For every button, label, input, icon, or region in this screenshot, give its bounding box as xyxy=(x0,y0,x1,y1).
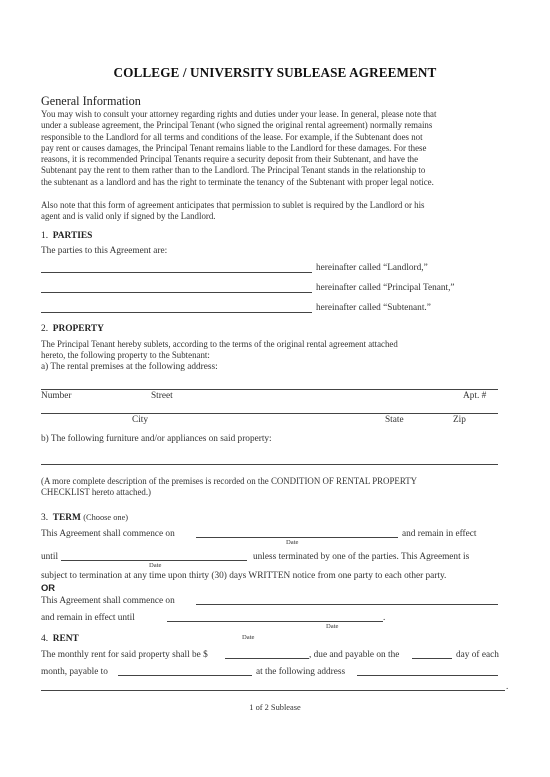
term-remain-text: and remain in effect xyxy=(402,529,477,539)
term-or-text: OR xyxy=(41,582,56,593)
rent-address-field-2[interactable] xyxy=(41,690,505,691)
apt-label: Apt. # xyxy=(463,391,487,401)
section-number: 1. xyxy=(41,231,49,241)
term-unless-text: unless terminated by one of the parties. This Agreement is xyxy=(253,552,470,562)
rent-due-day-field[interactable] xyxy=(412,658,452,659)
choose-one-note: (Choose one) xyxy=(83,513,129,522)
section-number: 3. xyxy=(41,513,49,523)
para-line: CHECKLIST hereto attached.) xyxy=(41,487,152,498)
section-title: PROPERTY xyxy=(52,324,104,334)
rent-period: . xyxy=(506,682,509,692)
street-label: Street xyxy=(151,391,173,401)
section-number: 2. xyxy=(41,324,49,334)
principal-tenant-name-field[interactable] xyxy=(41,292,312,293)
term-commence-text: This Agreement shall commence on xyxy=(41,529,175,539)
para-line: The Principal Tenant hereby sublets, according to the terms of the original rental agreement attached xyxy=(41,339,398,349)
section-title: PARTIES xyxy=(52,231,93,241)
rent-amount-field[interactable] xyxy=(225,658,309,659)
parties-intro: The parties to this Agreement are: xyxy=(41,246,168,256)
term-end-date-field[interactable] xyxy=(61,560,247,561)
para-line: You may wish to consult your attorney regarding rights and duties under your lease. In general, please note that xyxy=(41,109,437,119)
para-line: Subtenant pay the rent to them rather than to the Landlord. The Principal Tenant stands in the relationship to xyxy=(41,165,426,176)
para-line: under a sublease agreement, the Principal Tenant (who signed the original rental agreement) normally remains xyxy=(41,120,433,131)
principal-tenant-label: hereinafter called “Principal Tenant,” xyxy=(316,283,455,293)
para-line: responsible to the Landlord for all terms and conditions of the lease. For example, if the Subtenant does not xyxy=(41,131,423,142)
term-section-heading xyxy=(41,513,128,523)
rent-payable-text: month, payable to xyxy=(41,667,108,677)
number-label: Number xyxy=(41,391,72,401)
date-caption: Date xyxy=(286,539,299,546)
term-period: . xyxy=(383,613,386,623)
para-line: (A more complete description of the premises is recorded on the CONDITION OF RENTAL PROPERTY xyxy=(41,476,418,486)
section-title: RENT xyxy=(52,634,79,644)
rent-address-field[interactable] xyxy=(357,675,498,676)
term-subject-text: subject to termination at any time upon thirty (30) days WRITTEN notice from one party to each other party. xyxy=(41,571,447,581)
rent-amount-text: The monthly rent for said property shall be $ xyxy=(41,650,208,660)
date-caption: Date xyxy=(326,623,339,630)
property-intro xyxy=(41,339,511,362)
term-remain-until-text: and remain in effect until xyxy=(41,613,135,623)
property-checklist-note xyxy=(41,476,511,499)
state-label: State xyxy=(385,415,404,425)
general-paragraph-2 xyxy=(41,200,511,223)
zip-label: Zip xyxy=(453,415,466,425)
page-footer: 1 of 2 Sublease xyxy=(249,703,301,712)
city-state-zip-field[interactable] xyxy=(41,413,498,414)
property-item-b: b) The following furniture and/or appliances on said property: xyxy=(41,434,272,444)
rent-payee-field[interactable] xyxy=(118,675,252,676)
rent-section-heading xyxy=(41,634,79,644)
para-line: agent and is valid only if signed by the Landlord. xyxy=(41,211,216,222)
landlord-label: hereinafter called “Landlord,” xyxy=(316,263,428,273)
property-section-heading xyxy=(41,324,104,334)
rent-day-of-each-text: day of each xyxy=(456,650,499,660)
term-until-text: until xyxy=(41,552,59,562)
property-item-a: a) The rental premises at the following address: xyxy=(41,362,218,372)
term-commence-text-2: This Agreement shall commence on xyxy=(41,596,175,606)
parties-section-heading xyxy=(41,231,92,241)
subtenant-name-field[interactable] xyxy=(41,312,312,313)
date-caption: Date xyxy=(242,634,255,641)
para-line: reasons, it is recommended Principal Tenants require a security deposit from their Subtenant, and have the xyxy=(41,154,419,165)
term-start-date-field[interactable] xyxy=(196,537,398,538)
rent-address-text: at the following address xyxy=(256,667,346,677)
para-line: hereto, the following property to the Subtenant: xyxy=(41,350,210,361)
furniture-appliances-field[interactable] xyxy=(41,464,498,465)
term-end-date-field-2[interactable] xyxy=(167,621,383,622)
general-information-heading: General Information xyxy=(41,94,141,108)
date-caption: Date xyxy=(149,562,162,569)
section-number: 4. xyxy=(41,634,49,644)
rent-due-text: , due and payable on the xyxy=(309,650,400,660)
para-line: pay rent or causes damages, the Principal Tenant remains liable to the Landlord for these damages. For these xyxy=(41,142,427,153)
landlord-name-field[interactable] xyxy=(41,272,312,273)
street-address-field[interactable] xyxy=(41,389,498,390)
city-label: City xyxy=(132,415,149,425)
para-line: the subtenant as a landlord and has the right to terminate the tenancy of the Subtenant with proper legal notice. xyxy=(41,176,434,187)
subtenant-label: hereinafter called “Subtenant.” xyxy=(316,303,431,313)
section-title: TERM xyxy=(52,513,81,523)
para-line: Also note that this form of agreement anticipates that permission to sublet is required by the Landlord or his xyxy=(41,200,425,210)
document-title: COLLEGE / UNIVERSITY SUBLEASE AGREEMENT xyxy=(113,65,437,80)
term-start-date-field-2[interactable] xyxy=(196,604,498,605)
general-paragraph-1 xyxy=(41,109,511,188)
